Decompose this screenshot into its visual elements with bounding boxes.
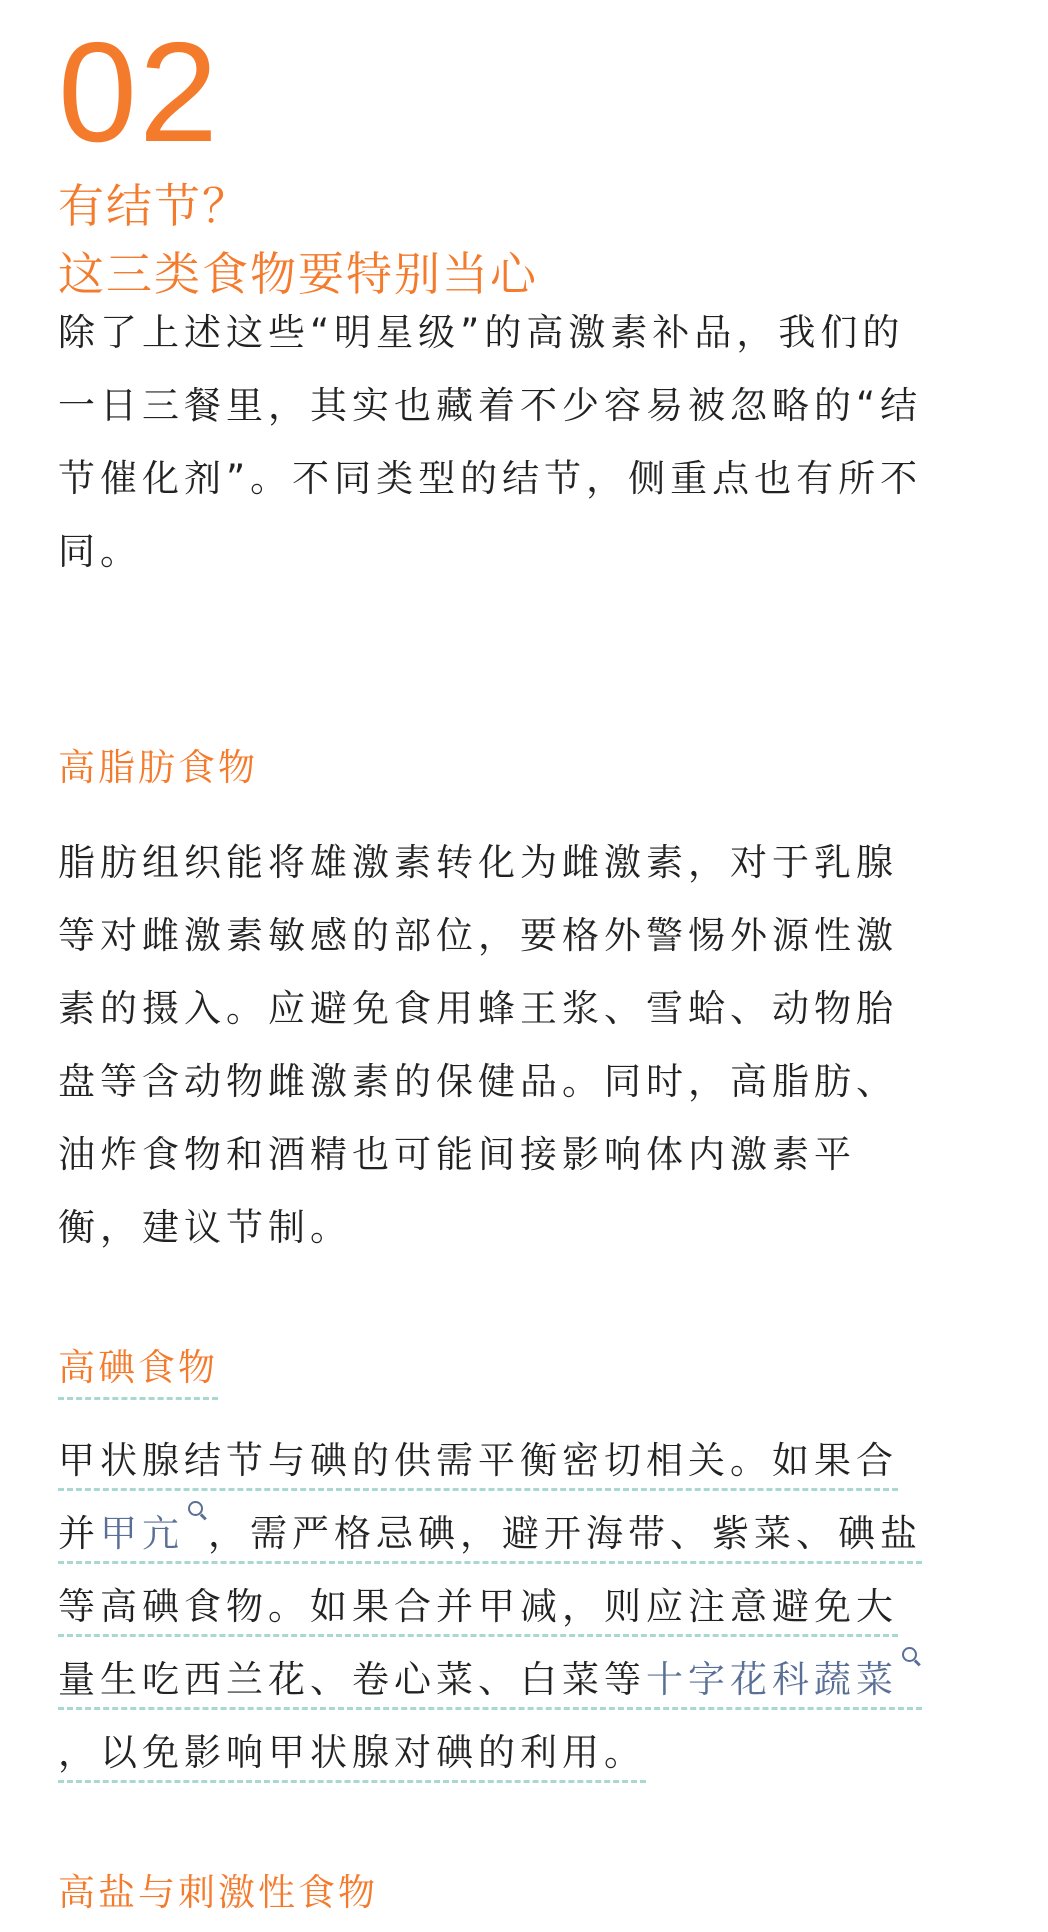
high-iodine-line-segment	[58, 1512, 922, 1564]
high-iodine-text: 量生吃西兰花、卷心菜、白菜等	[58, 1658, 646, 1701]
high-iodine-heading-text: 高碘食物	[58, 1343, 218, 1400]
intro-line: 一日三餐里，其实也藏着不少容易被忽略的“结	[58, 384, 923, 427]
high-fat-line: 盘等含动物雌激素的保健品。同时，高脂肪、	[58, 1060, 898, 1103]
high-iodine-text: 并	[58, 1512, 100, 1555]
high-fat-line: 等对雌激素敏感的部位，要格外警惕外源性激	[58, 914, 898, 957]
high-iodine-heading	[58, 1343, 218, 1400]
high-fat-line: 衡，建议节制。	[58, 1206, 352, 1249]
high-iodine-line	[58, 1716, 992, 1789]
high-iodine-line-segment	[58, 1658, 922, 1710]
high-iodine-line-text: 甲状腺结节与碘的供需平衡密切相关。如果合	[58, 1439, 898, 1491]
intro-line: 节催化剂”。不同类型的结节，侧重点也有所不	[58, 457, 923, 500]
search-icon[interactable]	[186, 1497, 208, 1527]
search-icon[interactable]	[900, 1643, 922, 1673]
high-iodine-line	[58, 1570, 992, 1643]
section-title-line-1: 有结节？	[58, 179, 250, 233]
high-salt-heading: 高盐与刺激性食物	[58, 1871, 378, 1914]
high-fat-line: 脂肪组织能将雄激素转化为雌激素，对于乳腺	[58, 841, 898, 884]
high-iodine-line-text: 等高碘食物。如果合并甲减，则应注意避免大	[58, 1585, 898, 1637]
high-fat-line: 素的摄入。应避免食用蜂王浆、雪蛤、动物胎	[58, 987, 898, 1030]
section-number: 02	[58, 13, 220, 172]
high-iodine-line	[58, 1424, 992, 1497]
high-iodine-text: ，需严格忌碘，避开海带、紫菜、碘盐	[208, 1512, 922, 1555]
cruciferous-vegetables-link[interactable]: 十字花科蔬菜	[646, 1658, 898, 1701]
high-fat-heading: 高脂肪食物	[58, 746, 258, 789]
high-fat-line: 油炸食物和酒精也可能间接影响体内激素平	[58, 1133, 856, 1176]
intro-paragraph	[58, 296, 992, 588]
intro-line: 除了上述这些“明星级”的高激素补品，我们的	[58, 311, 905, 354]
section-title-line-2: 这三类食物要特别当心	[58, 247, 538, 301]
high-iodine-line-text: ，以免影响甲状腺对碘的利用。	[58, 1731, 646, 1783]
high-iodine-line	[58, 1497, 992, 1570]
intro-line: 同。	[58, 530, 142, 573]
high-iodine-paragraph	[58, 1424, 992, 1789]
section-title	[58, 172, 538, 308]
high-iodine-line	[58, 1643, 992, 1716]
high-fat-paragraph	[58, 826, 992, 1264]
hyperthyroidism-link[interactable]: 甲亢	[100, 1512, 184, 1555]
